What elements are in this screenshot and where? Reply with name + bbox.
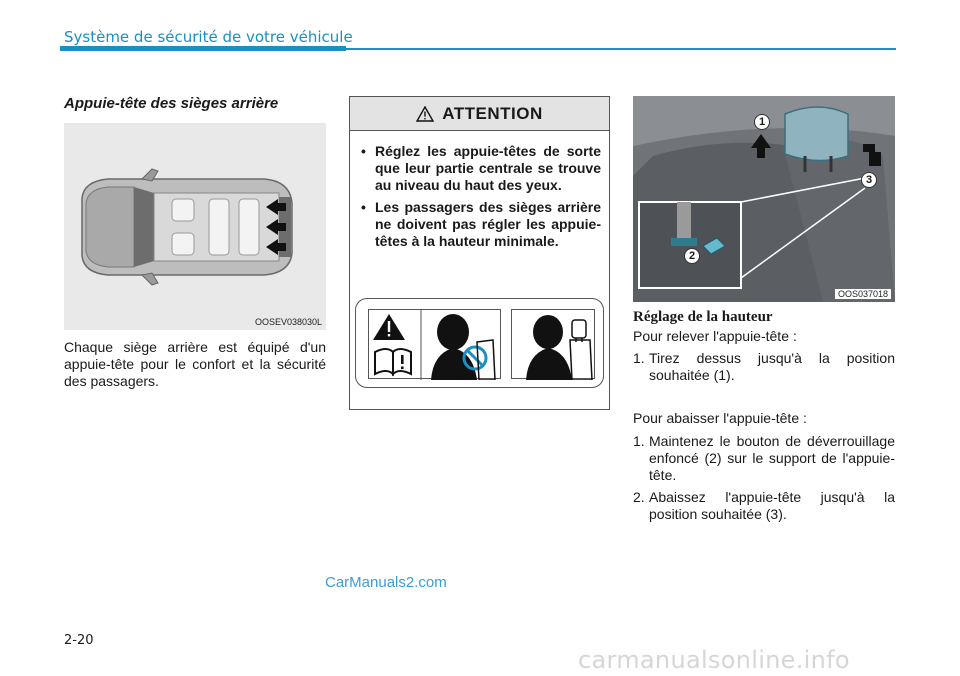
section-header: Système de sécurité de votre véhicule [64, 28, 353, 46]
rear-headrest-title: Appuie-tête des sièges arrière [64, 95, 279, 112]
rear-headrest-description: Chaque siège arrière est équipé d'un appuie-tête pour le confort et la sécurité des passagers. [64, 339, 326, 389]
figure-code: OOS037018 [835, 289, 891, 299]
incorrect-headrest-illustration [369, 310, 502, 380]
manual-book-icon [375, 349, 411, 374]
header-rule-accent [60, 46, 346, 51]
vehicle-top-view-illustration [64, 123, 326, 330]
height-adjustment-title: Réglage de la hauteur [633, 309, 773, 325]
attention-list [350, 131, 609, 250]
callout-number: 1 [754, 114, 770, 130]
lower-step [633, 433, 895, 484]
headrest-adjustment-figure [633, 96, 895, 302]
figure-code: OOSEV038030L [254, 317, 322, 327]
correct-headrest-illustration [512, 310, 596, 380]
step-text: Abaissez l'appuie-tête jusqu'à la position souhaitée (3). [649, 489, 895, 522]
attention-header [350, 97, 609, 131]
step-number: 1. [633, 350, 645, 366]
attention-item: • Réglez les appuie-têtes de sorte que leur partie centrale se trouve au niveau du haut des yeux. [358, 143, 601, 194]
headrest-arrow-icon [266, 199, 286, 255]
callout-number: 2 [684, 248, 700, 264]
warning-triangle-icon [416, 106, 434, 122]
pictogram-correct [511, 309, 595, 379]
attention-box [349, 96, 610, 410]
raise-step [633, 350, 895, 384]
step-number: 2. [633, 489, 645, 505]
attention-item: • Les passagers des sièges arrière ne doivent pas régler les appuie-têtes à la hauteur minimale. [358, 199, 601, 250]
raise-intro: Pour relever l'appuie-tête : [633, 328, 797, 344]
pictogram-incorrect [368, 309, 501, 379]
page-number: 2-20 [64, 633, 94, 648]
attention-pictograms [355, 298, 604, 388]
lower-intro: Pour abaisser l'appuie-tête : [633, 410, 807, 426]
vehicle-top-view-figure [64, 123, 326, 330]
site-watermark: carmanualsonline.info [578, 646, 850, 674]
step-number: 1. [633, 433, 645, 449]
attention-title: ATTENTION [442, 103, 543, 123]
lower-step [633, 489, 895, 523]
callout-number: 3 [861, 172, 877, 188]
watermark-link[interactable]: CarManuals2.com [325, 574, 447, 591]
step-text: Tirez dessus jusqu'à la position souhaitée (1). [649, 350, 895, 383]
step-text: Maintenez le bouton de déverrouillage enfoncé (2) sur le support de l'appuie-tête. [649, 433, 895, 483]
